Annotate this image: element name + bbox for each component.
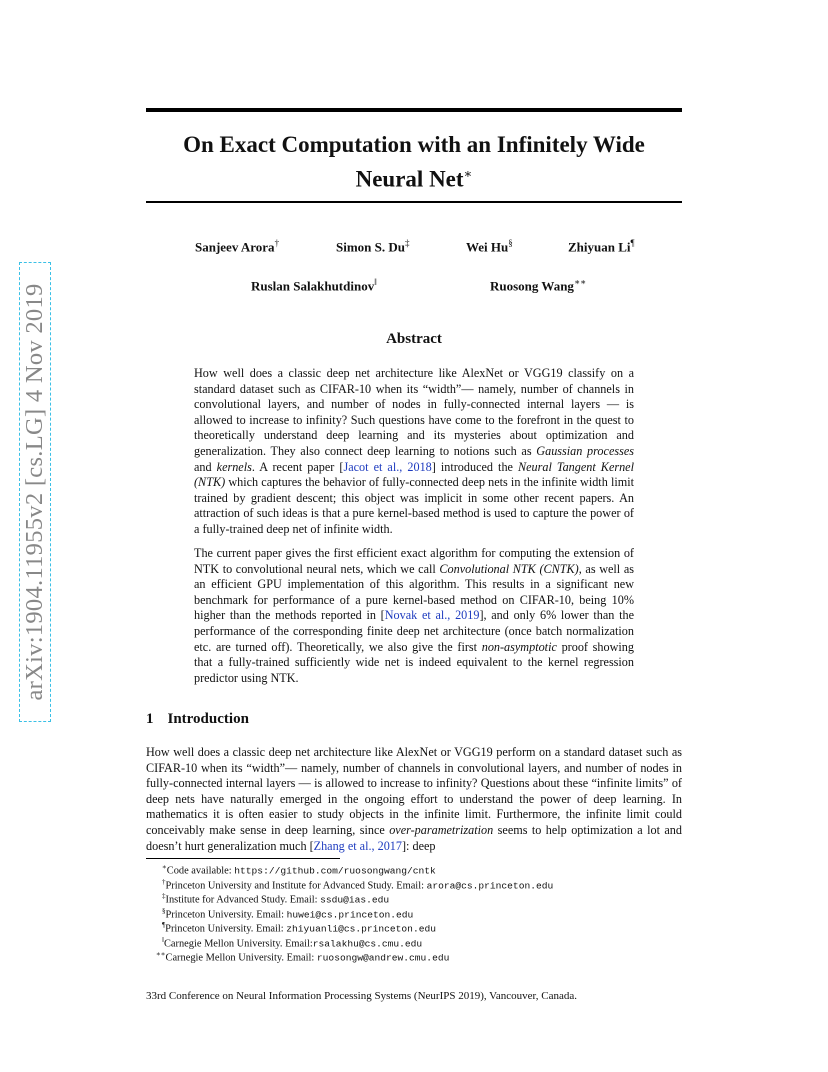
paper-title: On Exact Computation with an Infinitely Wide Neural Net∗ xyxy=(183,132,645,192)
footnote-arora: †Princeton University and Institute for Advanced Study. Email: arora@cs.princeton.edu xyxy=(162,878,554,892)
abstract-heading: Abstract xyxy=(386,331,442,347)
author-salakhutdinov: Ruslan Salakhutdinov‖ xyxy=(251,277,377,294)
email-arora[interactable]: arora@cs.princeton.edu xyxy=(426,880,554,892)
section-heading-introduction: 1 Introduction xyxy=(146,711,249,727)
author-wang: Ruosong Wang∗∗ xyxy=(490,277,587,294)
author-hu: Wei Hu§ xyxy=(466,238,513,255)
footnote-code: ∗Code available: https://github.com/ruosongwang/cntk xyxy=(162,863,436,877)
footnote-wang: ∗∗Carnegie Mellon University. Email: ruosongw@andrew.cmu.edu xyxy=(156,950,450,964)
footnote-hu: §Princeton University. Email: huwei@cs.princeton.edu xyxy=(162,907,414,921)
citation-novak-2019[interactable]: Novak et al., 2019 xyxy=(384,608,480,623)
email-wang[interactable]: ruosongw@andrew.cmu.edu xyxy=(316,952,450,964)
email-li[interactable]: zhiyuanli@cs.princeton.edu xyxy=(286,923,436,935)
title-footnote-mark: ∗ xyxy=(463,166,473,181)
footnote-du: ‡Institute for Advanced Study. Email: ssdu@ias.edu xyxy=(162,892,390,906)
author-arora: Sanjeev Arora† xyxy=(195,238,280,255)
footnote-li: ¶Princeton University. Email: zhiyuanli@cs.princeton.edu xyxy=(162,921,436,935)
venue-footer: 33rd Conference on Neural Information Processing Systems (NeurIPS 2019), Vancouver, Canada. xyxy=(146,990,578,1002)
author-du: Simon S. Du‡ xyxy=(336,238,410,255)
email-du[interactable]: ssdu@ias.edu xyxy=(320,894,390,906)
abstract-paragraph-1: How well does a classic deep net architecture like AlexNet or VGG19 classify on a standard dataset such as CIFAR-10 when its “width”— namely, number of channels in convolutional layers, and number of nodes in fully-connected internal layers — is allowed to increase to infinity? Such questions have come to the forefront in the quest to theoretically understand deep learning and its mysteries about optimization and generalization. They also connect deep learning to notions such as Gaussian processes and kernels. A recent paper [Jacot et al., 2018] introduced the Neural Tangent Kernel (NTK) which captures the behavior of fully-connected deep nets in the infinite width limit trained by gradient descent; this object was implicit in some other recent papers. An attraction of such ideas is that a pure kernel-based method is used to capture the power of a fully-trained deep net of infinite width. xyxy=(194,366,634,536)
intro-paragraph: How well does a classic deep net architecture like AlexNet or VGG19 perform on a standard dataset such as CIFAR-10 when its “width”— namely, number of channels in convolutional layers, and number of nodes in fully-connected internal layers — is allowed to increase to infinity? Questions about these “infinite limits” of deep nets have naturally emerged in the ongoing effort to understand the power of deep learning. In mathematics it is often easier to study objects in the infinite limit. Furthermore, the infinite limit could conceivably make sense in deep learning, since over-parametrization seems to help optimization a lot and doesn’t hurt generalization much [Zhang et al., 2017]: deep xyxy=(146,745,682,853)
arxiv-stamp-text: arXiv:1904.11955v2 [cs.LG] 4 Nov 2019 xyxy=(21,283,48,701)
title-rule-top xyxy=(146,108,682,112)
footnote-rule xyxy=(146,858,340,859)
abstract-paragraph-2: The current paper gives the first efficient exact algorithm for computing the extension of NTK to convolutional neural nets, which we call Convolutional NTK (CNTK), as well as an efficient GPU implementation of this algorithm. This results in a significant new benchmark for performance of a pure kernel-based method on CIFAR-10, being 10% higher than the methods reported in [Novak et al., 2019], and only 6% lower than the performance of the corresponding finite deep net architecture (once batch normalization etc. are turned off). Theoretically, we also give the first non-asymptotic proof showing that a fully-trained sufficiently wide net is indeed equivalent to the kernel regression predictor using NTK. xyxy=(194,546,634,685)
email-hu[interactable]: huwei@cs.princeton.edu xyxy=(286,909,414,921)
title-rule-bottom xyxy=(146,201,682,203)
email-salakhutdinov[interactable]: rsalakhu@cs.cmu.edu xyxy=(312,938,423,950)
author-li: Zhiyuan Li¶ xyxy=(568,238,635,255)
footnote-salakhutdinov: ‖Carnegie Mellon University. Email:rsalakhu@cs.cmu.edu xyxy=(162,936,423,950)
citation-zhang-2017[interactable]: Zhang et al., 2017 xyxy=(313,838,402,853)
arxiv-stamp[interactable] xyxy=(19,262,51,722)
footnote-code-link[interactable]: https://github.com/ruosongwang/cntk xyxy=(234,865,436,877)
citation-jacot-2018[interactable]: Jacot et al., 2018 xyxy=(343,459,432,474)
